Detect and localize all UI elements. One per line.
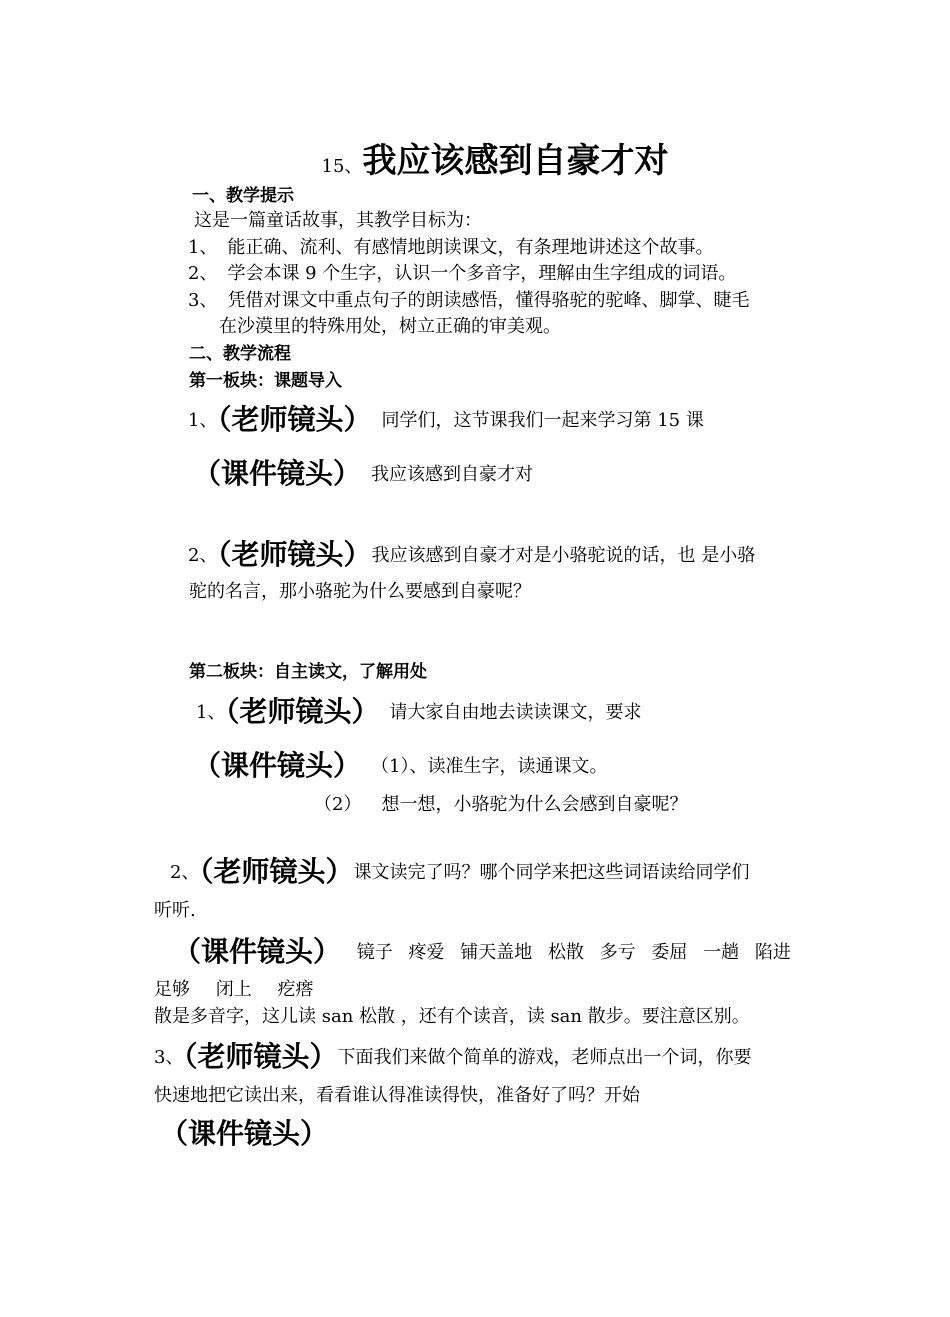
goal-text: 凭借对课文中重点句子的朗读感悟，懂得骆驼的驼峰、脚掌、睫毛 <box>227 290 750 311</box>
item-number: 1、 <box>188 410 218 431</box>
requirement-number: （2） <box>314 794 362 815</box>
block1-item-1 <box>188 403 704 436</box>
lesson-title <box>0 133 950 182</box>
block-heading-2: 第二板块：自主读文，了解用处 <box>189 662 427 682</box>
block2-courseware-1 <box>193 749 608 782</box>
goal-item-3 <box>188 289 749 313</box>
block2-item-3-continued: 快速地把它读出来，看看谁认得准读得快，准备好了吗？开始 <box>154 1085 640 1106</box>
goal-number: 3、 <box>188 290 218 311</box>
goal-number: 2、 <box>188 263 218 284</box>
requirement-2 <box>314 793 687 817</box>
item-text: 请大家自由地去读读课文，要求 <box>389 702 642 723</box>
item-number: 2、 <box>188 545 218 566</box>
section-heading-teaching-tips: 一、教学提示 <box>192 186 294 206</box>
vocab-word: 松散 <box>547 942 584 963</box>
lesson-number: 15、 <box>321 156 363 177</box>
item-text: 课文读完了吗？哪个同学来把这些词语读给同学们 <box>353 862 750 883</box>
teacher-label: （老师镜头） <box>199 855 354 888</box>
courseware-label: （课件镜头） <box>193 749 362 782</box>
item-number: 2、 <box>170 862 200 883</box>
item-text: 下面我们来做个简单的游戏，老师点出一个词，你要 <box>337 1047 752 1068</box>
teacher-label: （老师镜头） <box>183 1040 338 1073</box>
courseware-label: （课件镜头） <box>160 1117 329 1150</box>
lesson-title-text: 我应该感到自豪才对 <box>362 141 669 181</box>
goal-text: 能正确、流利、有感情地朗读课文，有条理地讲述这个故事。 <box>227 237 714 258</box>
goal-item-1 <box>188 236 713 260</box>
vocab-word: 铺天盖地 <box>460 942 533 963</box>
block1-item-2 <box>188 538 756 571</box>
vocab-word: 陷进 <box>754 942 791 963</box>
vocabulary-line-2 <box>154 978 313 1002</box>
goal-text: 学会本课 9 个生字，认识一个多音字，理解由生字组成的词语。 <box>227 263 737 284</box>
teacher-label: （老师镜头） <box>217 538 372 571</box>
vocabulary-line-1 <box>173 935 791 968</box>
block2-item-2-continued: 听听. <box>154 900 196 921</box>
courseware-label: （课件镜头） <box>193 457 362 490</box>
courseware-label: （课件镜头） <box>173 935 342 968</box>
courseware-text: 我应该感到自豪才对 <box>371 464 534 485</box>
vocab-word: 多亏 <box>599 942 636 963</box>
block2-courseware-3 <box>160 1117 329 1150</box>
block2-item-2 <box>170 855 750 888</box>
section-heading-teaching-flow: 二、教学流程 <box>189 344 291 364</box>
block2-item-1 <box>196 695 642 728</box>
requirement-1: （1）、读准生字，读通课文。 <box>371 756 608 777</box>
goal-number: 1、 <box>188 237 218 258</box>
vocab-word: 闭上 <box>215 979 252 1000</box>
vocab-word: 委屈 <box>651 942 688 963</box>
item-number: 1、 <box>196 702 226 723</box>
requirement-text: 想一想，小骆驼为什么会感到自豪呢？ <box>381 794 688 815</box>
goal-item-3-continued: 在沙漠里的特殊用处，树立正确的审美观。 <box>219 316 561 337</box>
vocab-word: 足够 <box>154 979 190 1000</box>
vocab-word: 疙瘩 <box>277 979 314 1000</box>
vocab-word: 一趟 <box>703 942 740 963</box>
goal-item-2 <box>188 262 736 286</box>
vocab-word: 疼爱 <box>408 942 445 963</box>
block-heading-1: 第一板块：课题导入 <box>189 371 342 391</box>
block2-item-3 <box>154 1040 752 1073</box>
block1-courseware-1 <box>193 457 534 490</box>
vocab-word: 镜子 <box>356 942 393 963</box>
item-number: 3、 <box>154 1047 184 1068</box>
teacher-label: （老师镜头） <box>217 403 372 436</box>
teacher-label: （老师镜头） <box>225 695 380 728</box>
polyphone-note: 散是多音字，这儿读 san 松散 ，还有个读音，读 san 散步。要注意区别。 <box>154 1006 750 1027</box>
item-text: 我应该感到自豪才对是小骆驼说的话，也 是小骆 <box>371 545 756 566</box>
block1-item-2-continued: 驼的名言，那小骆驼为什么要感到自豪呢？ <box>189 581 531 602</box>
item-text: 同学们，这节课我们一起来学习第 15 课 <box>381 410 704 431</box>
intro-text: 这是一篇童话故事，其教学目标为： <box>194 210 482 231</box>
